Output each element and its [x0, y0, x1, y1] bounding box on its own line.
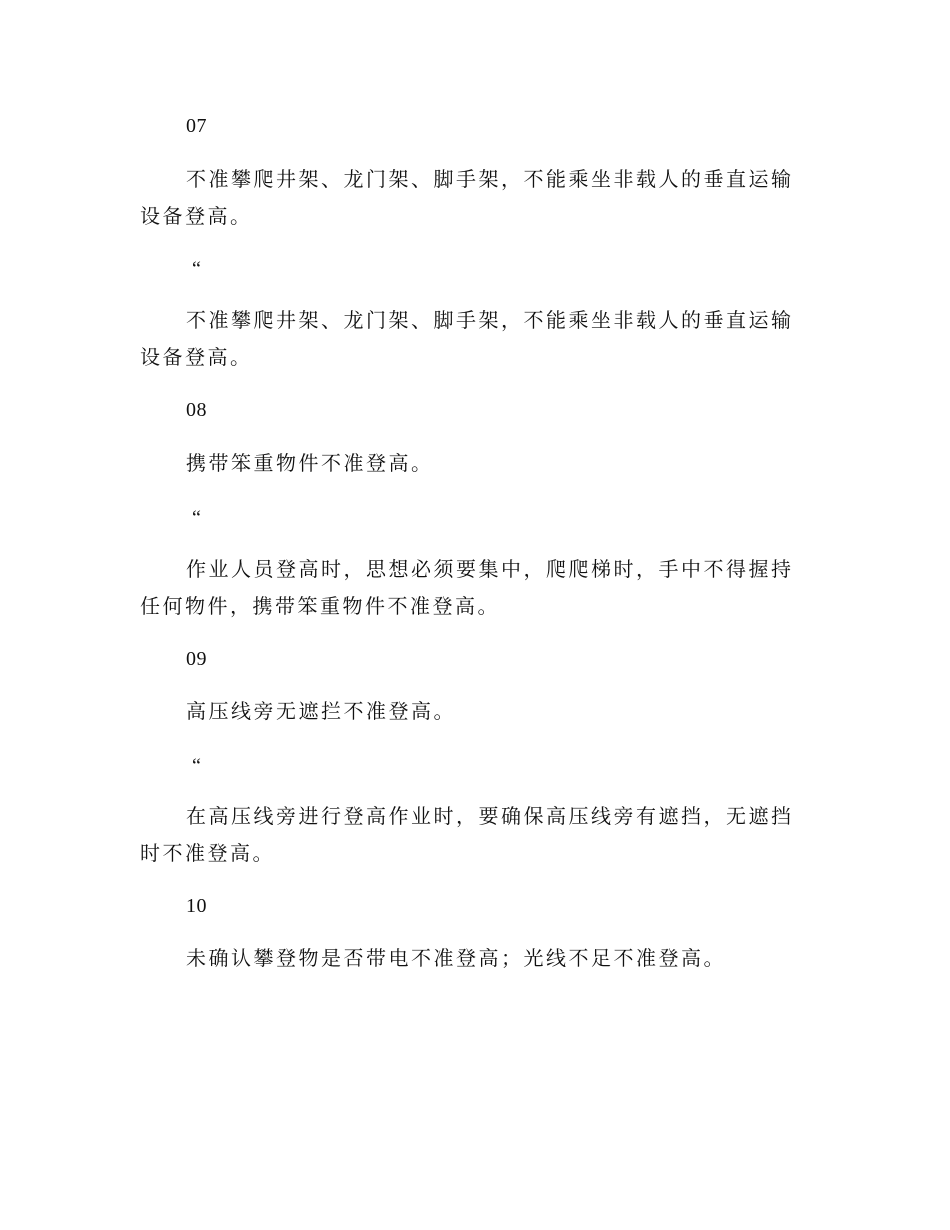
section-09-body: 在高压线旁进行登高作业时，要确保高压线旁有遮挡，无遮挡时不准登高。 — [140, 804, 794, 865]
section-08-body: 作业人员登高时，思想必须要集中，爬爬梯时，手中不得握持任何物件，携带笨重物件不准登高。 — [140, 557, 794, 618]
section-number-09: 09 — [186, 648, 207, 670]
section-number-10: 10 — [186, 895, 207, 917]
quote-mark: “ — [192, 258, 204, 280]
section-08-heading: 携带笨重物件不准登高。 — [186, 451, 434, 475]
section-07-body: 不准攀爬井架、龙门架、脚手架，不能乘坐非载人的垂直运输设备登高。 — [140, 308, 794, 369]
section-number-08: 08 — [186, 399, 207, 421]
quote-mark: “ — [192, 507, 204, 529]
section-07-heading: 不准攀爬井架、龙门架、脚手架，不能乘坐非载人的垂直运输设备登高。 — [140, 167, 794, 228]
quote-mark: “ — [192, 755, 204, 777]
section-number-07: 07 — [186, 115, 207, 137]
section-10-heading: 未确认攀登物是否带电不准登高；光线不足不准登高。 — [186, 946, 726, 970]
section-09-heading: 高压线旁无遮拦不准登高。 — [186, 699, 456, 723]
